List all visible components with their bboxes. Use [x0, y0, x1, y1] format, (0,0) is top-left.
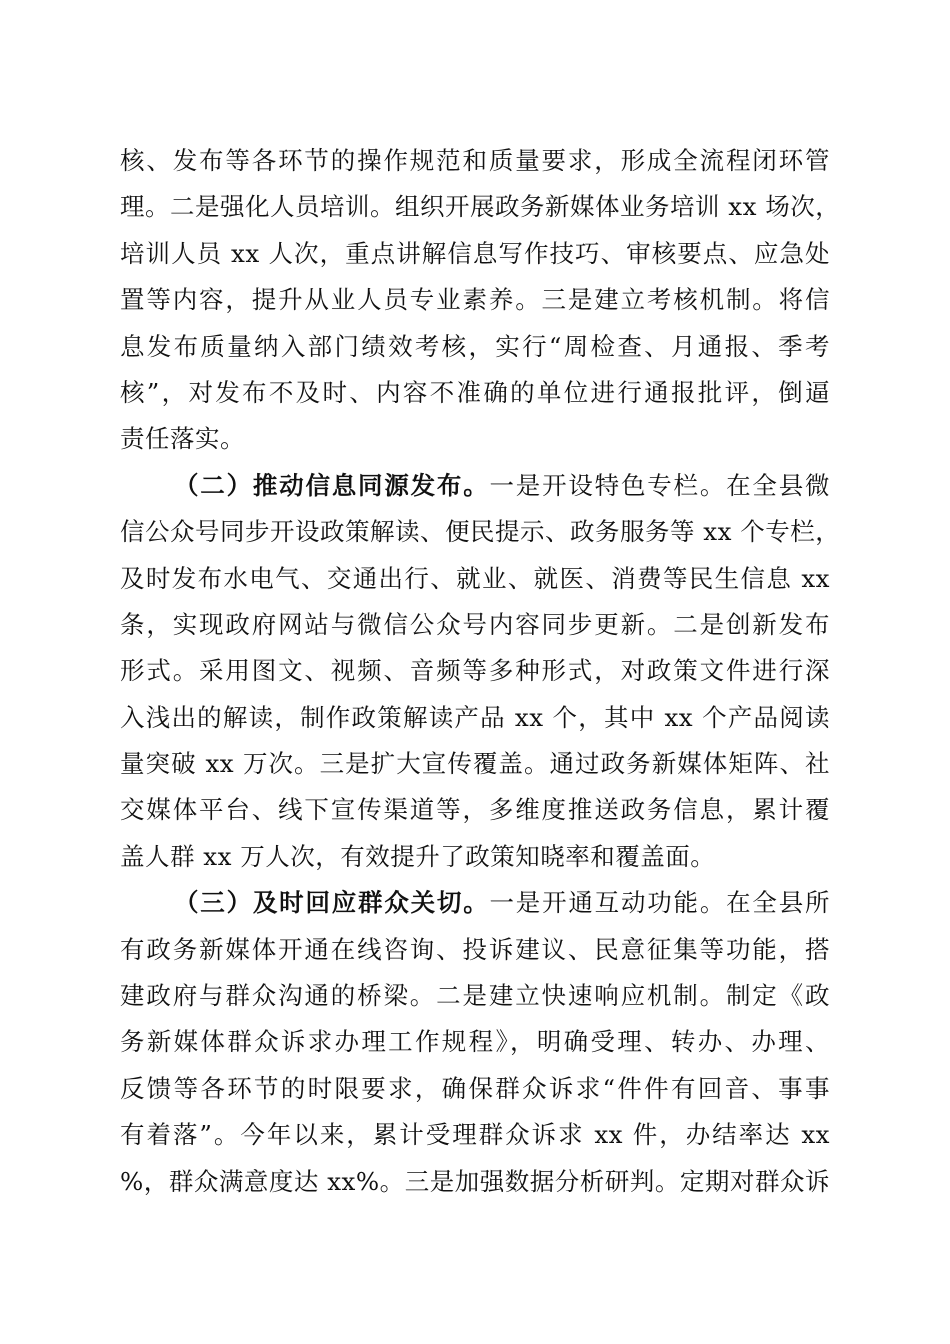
text-line: 责任落实。: [120, 424, 245, 454]
section-heading: （三）及时回应群众关切。: [174, 888, 490, 918]
document-body: [120, 138, 841, 1205]
text-line: 有政务新媒体开通在线咨询、投诉建议、民意征集等功能，搭: [120, 934, 830, 964]
text-line: 建政府与群众沟通的桥梁。二是建立快速响应机制。制定《政: [120, 981, 830, 1011]
text-line: 核”，对发布不及时、内容不准确的单位进行通报批评，倒逼: [120, 377, 830, 407]
text-line: 交媒体平台、线下宣传渠道等，多维度推送政务信息，累计覆: [120, 795, 830, 825]
paragraph-respond-public-concerns: [120, 880, 830, 1205]
paragraph-first-line: [120, 463, 830, 509]
text-line: 有着落”。今年以来，累计受理群众诉求 xx 件，办结率达 xx: [120, 1120, 830, 1150]
text-line: 理。二是强化人员培训。组织开展政务新媒体业务培训 xx 场次，: [120, 192, 841, 222]
text-line: 盖人群 xx 万人次，有效提升了政策知晓率和覆盖面。: [120, 841, 716, 871]
paragraph-same-source-publishing: [120, 463, 841, 881]
text-line: 及时发布水电气、交通出行、就业、就医、消费等民生信息 xx: [120, 563, 830, 593]
paragraph-first-line: [120, 880, 830, 926]
text-line: 量突破 xx 万次。三是扩大宣传覆盖。通过政务新媒体矩阵、社: [120, 749, 830, 779]
paragraph-training-assessment: [120, 138, 841, 463]
text-line: 反馈等各环节的时限要求，确保群众诉求“件件有回音、事事: [120, 1073, 830, 1103]
section-heading: （二）推动信息同源发布。: [174, 470, 490, 500]
text-line: 入浅出的解读，制作政策解读产品 xx 个，其中 xx 个产品阅读: [120, 702, 830, 732]
text-span: 一是开通互动功能。在全县所: [489, 888, 830, 918]
text-line: 息发布质量纳入部门绩效考核，实行“周检查、月通报、季考: [120, 331, 830, 361]
text-line: 务新媒体群众诉求办理工作规程》，明确受理、转办、办理、: [120, 1027, 830, 1057]
text-line: 形式。采用图文、视频、音频等多种形式，对政策文件进行深: [120, 656, 830, 686]
text-span: 一是开设特色专栏。在全县微: [489, 470, 830, 500]
text-line: 核、发布等各环节的操作规范和质量要求，形成全流程闭环管: [120, 146, 830, 175]
text-line: 培训人员 xx 人次，重点讲解信息写作技巧、审核要点、应急处: [120, 238, 830, 268]
text-line: 置等内容，提升从业人员专业素养。三是建立考核机制。将信: [120, 285, 830, 315]
text-line: %，群众满意度达 xx%。三是加强数据分析研判。定期对群众诉: [120, 1166, 830, 1196]
text-line: 信公众号同步开设政策解读、便民提示、政务服务等 xx 个专栏，: [120, 517, 841, 547]
text-line: 条，实现政府网站与微信公众号内容同步更新。二是创新发布: [120, 609, 830, 639]
